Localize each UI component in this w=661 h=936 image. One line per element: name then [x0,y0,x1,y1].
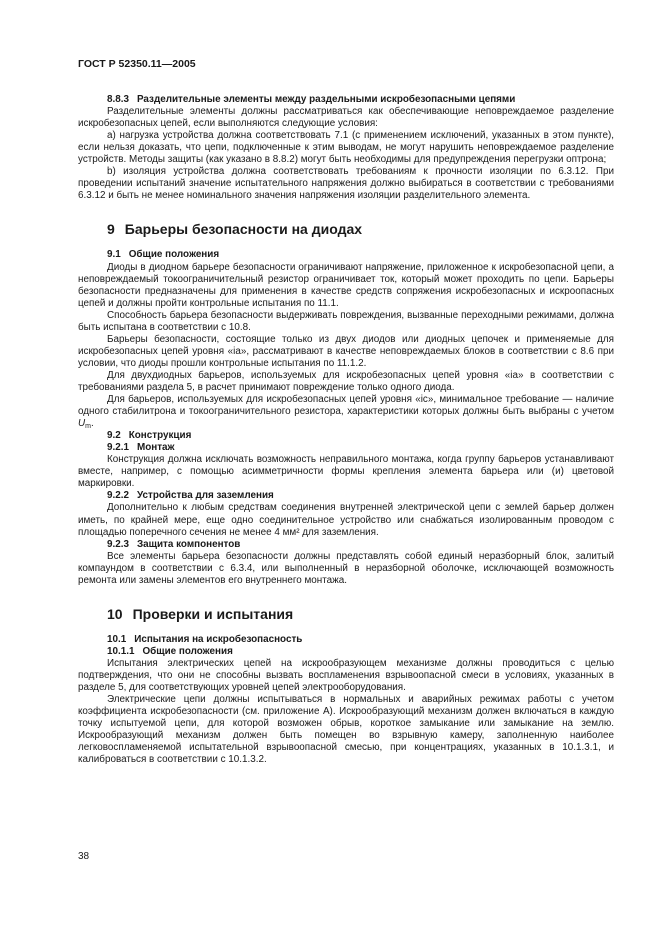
clause-title: Монтаж [136,442,175,454]
paragraph: Дополнительно к любым средствам соединения внутренней электрической цепи с землей барьер должен иметь, по крайней мере, еще одно соединительное устройство или снабжаться изолированным проводом с площадью поперечного сечения не менее 4 мм² для заземления. [78,502,614,538]
paragraph: b) изоляция устройства должна соответствовать требованиям к прочности изоляции по 6.3.12. При проведении испытаний значение испытательного напряжения должно выбираться в соответствии с требованиями 6.3.12 и быть не менее номинального значения напряжения изоляции разделительного элемента. [78,166,614,202]
clause-number: 8.8.3 [107,94,129,106]
clause-title: Конструкция [128,430,192,442]
clause-title: Устройства для заземления [136,490,274,502]
paragraph: Испытания электрических цепей на искрообразующем механизме должны проводиться с целью подтверждения, что они не способны вызвать воспламенения взрывоопасной смеси в условиях, указанных в разделе 5, для соответствующих уровней цепей электрооборудования. [78,657,614,693]
paragraph: Барьеры безопасности, состоящие только из двух диодов или диодных цепочек и применяемые для искробезопасных цепей уровня «ia», рассматривают в качестве неповреждаемых блоков в соответствии с 8.6 при условии, что диоды прошли контрольные испытания по 11.1.2. [78,333,614,369]
clause-9-2-heading [78,430,614,442]
paragraph: Способность барьера безопасности выдерживать повреждения, вызванные переходными режимами, должна быть испытана в соответствии с 10.8. [78,309,614,333]
page-number: 38 [78,851,90,862]
clause-number: 10.1 [107,633,127,645]
clause-title: Защита компонентов [136,538,241,550]
section-10-heading [78,606,614,622]
clause-9-2-1-heading [78,442,614,454]
clause-number: 9.2.1 [107,442,129,454]
clause-9-2-2-heading [78,490,614,502]
clause-8-8-3-heading [78,94,614,106]
clause-10-1-1-heading [78,646,614,658]
clause-9-1-heading [78,249,614,261]
section-title: Барьеры безопасности на диодах [124,221,363,238]
clause-9-2-3-heading [78,539,614,551]
paragraph: Диоды в диодном барьере безопасности ограничивают напряжение, приложенное к искробезопасной цепи, а неповреждаемый токоограничительный резистор ограничивает ток, который может проходить по цепи. Барьеры безопасности предназначены для применения в качестве средств сопряжения искробезопасных и искроопасных цепей и должны пройти контрольные испытания по 11.1. [78,261,614,309]
section-number: 9 [107,221,115,238]
paragraph: Разделительные элементы должны рассматриваться как обеспечивающие неповреждаемое разделение искробезопасных цепей, если выполняются следующие условия: [78,106,614,130]
paragraph-end: . [90,418,94,430]
clause-title: Разделительные элементы между раздельными искробезопасными цепями [136,94,516,106]
clause-title: Общие положения [128,249,220,261]
paragraph [78,394,614,430]
section-9-heading [78,221,614,237]
clause-number: 9.2.2 [107,490,129,502]
paragraph-text: Для барьеров, используемых для искробезопасных цепей уровня «ic», минимальное требование — наличие одного стабилитрона и токоограничительного резистора, характеристики которых должны быть выбраны с учетом [78,394,614,418]
clause-number: 9.1 [107,249,121,261]
paragraph: Электрические цепи должны испытываться в нормальных и аварийных режимах работы с учетом коэффициента искробезопасности (см. приложение А). Искрообразующий механизм должен включаться в каждую точку испытуемой цепи, для которой возможен обрыв, короткое замыкание или замыкание на землю. Искрообразующий механизм должен быть помещен во взрывную камеру, заполненную наиболее легковоспламеняемой испытательной взрывоопасной смесью, при концентрациях, указанных в 10.1.3.1, и калиброваться в соответствии с 10.1.3.2. [78,694,614,766]
document-page [78,58,614,766]
paragraph: Для двухдиодных барьеров, используемых для искробезопасных цепей уровня «ia» в соответствии с требованиями раздела 5, в расчет принимают повреждение только одного диода. [78,369,614,393]
clause-number: 10.1.1 [107,645,135,657]
paragraph: а) нагрузка устройства должна соответствовать 7.1 (с применением исключений, указанных в этом пункте), если нельзя доказать, что цепи, подключенные к этим выводам, не могут нарушить неповреждаемое разделение устройств. Методы защиты (как указано в 8.8.2) могут быть необходимы для предупреждения перегрузки оптрона; [78,130,614,166]
clause-number: 9.2 [107,430,121,442]
clause-title: Испытания на искробезопасность [134,633,303,645]
symbol-u: U [78,418,86,430]
clause-number: 9.2.3 [107,538,129,550]
section-number: 10 [107,605,123,622]
document-header: ГОСТ Р 52350.11—2005 [78,58,196,70]
section-title: Проверки и испытания [132,605,294,622]
symbol-subscript: m [85,423,91,431]
clause-10-1-heading [78,634,614,646]
clause-title: Общие положения [142,645,233,657]
paragraph: Все элементы барьера безопасности должны представлять собой единый неразборный блок, залитый компаундом в соответствии с 6.3.4, или выполненный в неразборной оболочке, исключающей возможность ремонта или замены элементов его внутреннего монтажа. [78,550,614,586]
paragraph: Конструкция должна исключать возможность неправильного монтажа, когда группу барьеров устанавливают вместе, например, с помощью асимметричности формы крепления элемента барьера или (и) цветовой маркировки. [78,454,614,490]
